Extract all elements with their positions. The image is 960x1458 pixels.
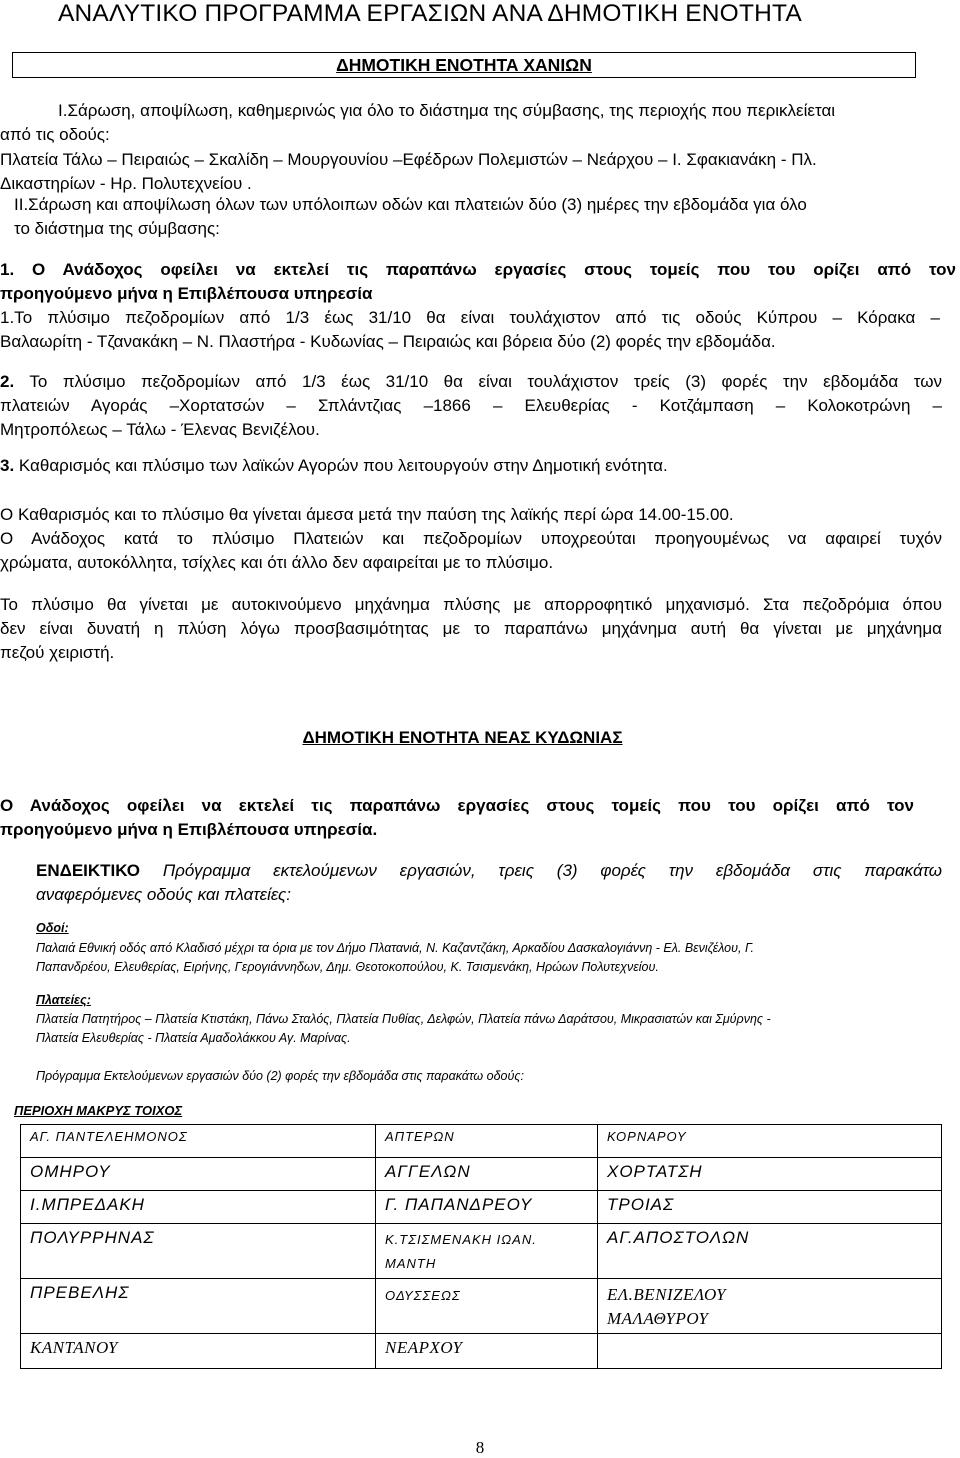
table-cell: ΠΡΕΒΕΛΗΣ — [21, 1279, 376, 1334]
roads-line2: Παπανδρέου, Ελευθερίας, Ειρήνης, Γερογιάννηδων, Δημ. Θεοτοκοπούλου, Κ. Τσισμενάκη, Ηρώων Πολυτεχνείου. — [36, 960, 659, 974]
table-cell: ΠΟΛΥΡΡΗΝΑΣ — [21, 1224, 376, 1279]
indicative-line1 — [36, 859, 942, 884]
paragraph-3-number: 3. — [0, 456, 15, 475]
paragraph-machine-line1: Το πλύσιμο θα γίνεται με αυτοκινούμενο μηχάνημα πλύσης με απορροφητικό μηχανισμό. Στα πεζοδρόμια όπου — [0, 595, 942, 614]
paragraph-i-line4: Δικαστηρίων - Ηρ. Πολυτεχνείου . — [0, 174, 252, 193]
table-cell: ΑΓ. ΠΑΝΤΕΛΕΗΜΟΝΟΣ — [21, 1125, 376, 1158]
table-cell: Ι.ΜΠΡΕΔΑΚΗ — [21, 1191, 376, 1224]
section-heading-nea-kydonia — [10, 728, 915, 748]
roads-line1: Παλαιά Εθνική οδός από Κλαδισό μέχρι τα όρια με τον Δήμο Πλατανιά, Ν. Καζαντζάκη, Αρκαδίου Δασκαλογιάννη - Ελ. Βενιζέλου, Γ. — [36, 941, 754, 955]
paragraph-i-line3: Πλατεία Τάλω – Πειραιώς – Σκαλίδη – Μουργουνίου –Εφέδρων Πολεμιστών – Νεάρχου – Ι. Σφακιανάκη - Πλ. — [0, 150, 817, 169]
table-row — [21, 1224, 942, 1279]
table-row — [21, 1334, 942, 1369]
table-cell — [598, 1334, 942, 1369]
table-cell: ΧΟΡΤΑΤΣΗ — [598, 1158, 942, 1191]
table-cell-line: ΜΑΝΤΗ — [385, 1256, 437, 1271]
page-number: 8 — [475, 1438, 485, 1457]
table-row — [21, 1158, 942, 1191]
section2-bold-line1: Ο Ανάδοχος οφείλει να εκτελεί τις παραπάνω εργασίες στους τομείς που του ορίζει από τον — [0, 796, 914, 815]
squares-label: Πλατείες: — [36, 993, 91, 1007]
table-cell: Γ. ΠΑΠΑΝΔΡΕΟΥ — [376, 1191, 598, 1224]
table-cell: ΑΓΓΕΛΩΝ — [376, 1158, 598, 1191]
paragraph-machine-line3: πεζού χειριστή. — [0, 643, 115, 662]
paragraph-3 — [0, 454, 668, 479]
table-cell-line: ΜΑΛΑΘΥΡΟΥ — [607, 1309, 709, 1328]
paragraph-contractor-line1: Ο Ανάδοχος κατά το πλύσιμο Πλατειών και πεζοδρομίων υποχρεούται προηγουμένως να αφαιρεί τυχόν — [0, 529, 942, 548]
paragraph-i-line2: από τις οδούς: — [0, 125, 110, 144]
paragraph-cleaning-time: Ο Καθαρισμός και το πλύσιμο θα γίνεται άμεσα μετά την παύση της λαϊκής περί ώρα 14.00-15.00. — [0, 505, 734, 524]
paragraph-washing-line1: 1.Το πλύσιμο πεζοδρομίων από 1/3 έως 31/10 θα είναι τουλάχιστον από τις οδούς Κύπρου – Κόρακα – — [0, 308, 940, 327]
section-heading-nea-kydonia-text: ΔΗΜΟΤΙΚΗ ΕΝΟΤΗΤΑ ΝΕΑΣ ΚΥΔΩΝΙΑΣ — [302, 728, 623, 747]
paragraph-i-line1: Ι.Σάρωση, αποψίλωση, καθημερινώς για όλο το διάστημα της σύμβασης, της περιοχής που περικλείεται — [58, 101, 836, 120]
paragraph-1-bold-line2: προηγούμενο μήνα η Επιβλέπουσα υπηρεσία — [0, 284, 373, 303]
table-cell: ΚΟΡΝΑΡΟΥ — [598, 1125, 942, 1158]
paragraph-1-bold-line1: 1. Ο Ανάδοχος οφείλει να εκτελεί τις παραπάνω εργασίες στους τομείς που του ορίζει από τον — [0, 260, 956, 279]
table-cell: ΟΜΗΡΟΥ — [21, 1158, 376, 1191]
squares-line1: Πλατεία Πατητήρος – Πλατεία Κτιστάκη, Πάνω Σταλός, Πλατεία Πυθίας, Δελφών, Πλατεία πάνω Δαράτσου, Μικρασιατών και Σμύρνης - — [36, 1012, 771, 1026]
table-cell-line: Κ.ΤΣΙΣΜΕΝΑΚΗ ΙΩΑΝ. — [385, 1232, 537, 1247]
table-cell: ΤΡΟΙΑΣ — [598, 1191, 942, 1224]
streets-table — [20, 1124, 942, 1369]
indicative-label: ΕΝΔΕΙΚΤΙΚΟ — [36, 861, 141, 880]
indicative-text: Πρόγραμμα εκτελούμενων εργασιών, τρεις (3) φορές την εβδομάδα στις παρακάτω — [140, 861, 942, 880]
section-heading-chania: ΔΗΜΟΤΙΚΗ ΕΝΟΤΗΤΑ ΧΑΝΙΩΝ — [336, 55, 592, 75]
table-cell-two-line — [598, 1279, 942, 1334]
table-cell: ΑΓ.ΑΠΟΣΤΟΛΩΝ — [598, 1224, 942, 1279]
paragraph-machine-line2: δεν είναι δυνατή η πλύση λόγω προσβασιμότητας με το παραπάνω μηχάνημα αυτή θα γίνεται με μηχάνημα — [0, 619, 942, 638]
table-cell: ΝΕΑΡΧΟΥ — [376, 1334, 598, 1369]
section2-bold-line2: προηγούμενο μήνα η Επιβλέπουσα υπηρεσία. — [0, 820, 378, 839]
paragraph-contractor-line2: χρώματα, αυτοκόλλητα, τσίχλες και ότι άλλο δεν αφαιρείται με το πλύσιμο. — [0, 553, 554, 572]
table-row — [21, 1279, 942, 1334]
paragraph-2-line2: πλατειών Αγοράς –Χορτατσών – Σπλάντζιας –1866 – Ελευθερίας - Κοτζάμπαση – Κολοκοτρώνη – — [0, 396, 942, 415]
area-label: ΠΕΡΙΟΧΗ ΜΑΚΡΥΣ ΤΟΙΧΟΣ — [14, 1103, 183, 1118]
paragraph-washing-line2: Βαλαωρίτη - Τζανακάκη – Ν. Πλαστήρα - Κυδωνίας – Πειραιώς και βόρεια δύο (2) φορές την εβδομάδα. — [0, 332, 776, 351]
twice-weekly-text: Πρόγραμμα Εκτελούμενων εργασιών δύο (2) φορές την εβδομάδα στις παρακάτω οδούς: — [36, 1069, 524, 1083]
paragraph-2-line1 — [0, 370, 942, 395]
indicative-line2: αναφερόμενες οδούς και πλατείες: — [36, 885, 291, 904]
page-title: ΑΝΑΛΥΤΙΚΟ ΠΡΟΓΡΑΜΜΑ ΕΡΓΑΣΙΩΝ ΑΝΑ ΔΗΜΟΤΙΚΗ ΕΝΟΤΗΤΑ — [58, 0, 802, 27]
table-row — [21, 1191, 942, 1224]
squares-line2: Πλατεία Ελευθερίας - Πλατεία Αμαδολάκκου Αγ. Μαρίνας. — [36, 1031, 351, 1045]
roads-label: Οδοί: — [36, 921, 69, 935]
section-heading-box — [12, 52, 916, 78]
table-cell-line: ΕΛ.ΒΕΝΙΖΕΛΟΥ — [607, 1285, 727, 1304]
table-cell: ΚΑΝΤΑΝΟΥ — [21, 1334, 376, 1369]
paragraph-2-text: Το πλύσιμο πεζοδρομίων από 1/3 έως 31/10 θα είναι τουλάχιστον τρείς (3) φορές την εβδομάδα των — [14, 372, 942, 391]
paragraph-ii-line1: ΙΙ.Σάρωση και αποψίλωση όλων των υπόλοιπων οδών και πλατειών δύο (3) ημέρες την εβδομάδα για όλο — [14, 195, 807, 214]
paragraph-3-text: Καθαρισμός και πλύσιμο των λαϊκών Αγορών που λειτουργούν στην Δημοτική ενότητα. — [14, 456, 668, 475]
paragraph-2-line3: Μητροπόλεως – Τάλω - Έλενας Βενιζέλου. — [0, 420, 320, 439]
paragraph-2-number: 2. — [0, 372, 15, 391]
paragraph-ii-line2: το διάστημα της σύμβασης: — [14, 219, 220, 238]
table-cell: ΟΔΥΣΣΕΩΣ — [376, 1279, 598, 1334]
table-cell: ΑΠΤΕΡΩΝ — [376, 1125, 598, 1158]
table-row — [21, 1125, 942, 1158]
table-cell-two-line — [376, 1224, 598, 1279]
